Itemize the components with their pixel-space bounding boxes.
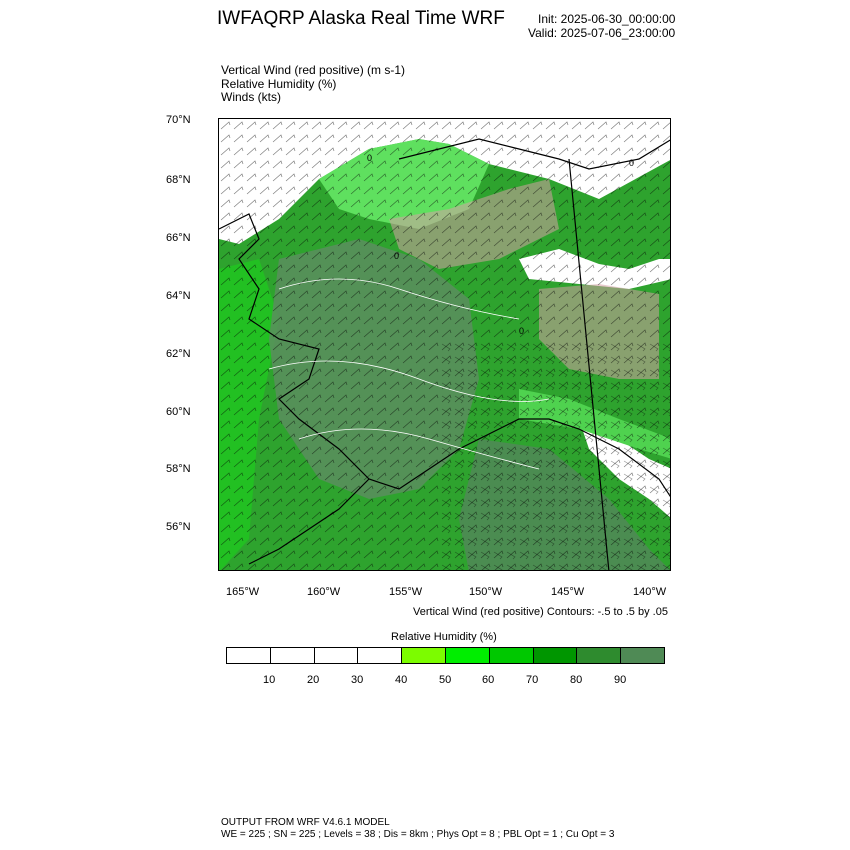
lat-label-64n: 64°N [166, 290, 191, 302]
colorbar-segment [490, 648, 534, 663]
contour-info: Vertical Wind (red positive) Contours: -.5 to .5 by .05 [413, 606, 668, 618]
colorbar-label: 50 [439, 674, 452, 686]
lon-label-155w: 155°W [389, 586, 423, 598]
field-label-winds: Winds (kts) [221, 90, 281, 104]
rh-colorbar [226, 647, 665, 664]
lat-label-68n: 68°N [166, 174, 191, 186]
contour-value-label: 0 [519, 326, 525, 336]
colorbar-label: 60 [482, 674, 495, 686]
lat-label-70n: 70°N [166, 114, 191, 126]
colorbar-segment [621, 648, 664, 663]
lon-label-140w: 140°W [633, 586, 667, 598]
lon-label-165w: 165°W [226, 586, 260, 598]
colorbar-segment [534, 648, 578, 663]
colorbar-label: 20 [307, 674, 320, 686]
plot-title: IWFAQRP Alaska Real Time WRF [217, 8, 505, 29]
colorbar-label: 90 [614, 674, 627, 686]
colorbar-label: 80 [570, 674, 583, 686]
field-label-vertical-wind: Vertical Wind (red positive) (m s-1) [221, 63, 406, 77]
map-graphic [219, 119, 671, 571]
lat-label-62n: 62°N [166, 348, 191, 360]
field-label-relative-humidity: Relative Humidity (%) [221, 77, 337, 91]
lon-label-150w: 150°W [469, 586, 503, 598]
lon-label-145w: 145°W [551, 586, 585, 598]
colorbar-segment [315, 648, 359, 663]
colorbar-segment [227, 648, 271, 663]
model-output-line: OUTPUT FROM WRF V4.6.1 MODEL [221, 817, 390, 828]
colorbar-title: Relative Humidity (%) [391, 631, 497, 643]
lat-label-60n: 60°N [166, 406, 191, 418]
colorbar-label: 40 [395, 674, 408, 686]
colorbar-segment [446, 648, 490, 663]
valid-time: Valid: 2025-07-06_23:00:00 [528, 26, 676, 40]
lat-label-56n: 56°N [166, 521, 191, 533]
colorbar-segment [402, 648, 446, 663]
wrf-map-panel [218, 118, 671, 571]
colorbar-label: 10 [263, 674, 276, 686]
lon-label-160w: 160°W [307, 586, 341, 598]
colorbar-segment [358, 648, 402, 663]
init-time: Init: 2025-06-30_00:00:00 [538, 12, 676, 26]
colorbar-segment [577, 648, 621, 663]
model-config-line: WE = 225 ; SN = 225 ; Levels = 38 ; Dis = 8km ; Phys Opt = 8 ; PBL Opt = 1 ; Cu Opt = 3 [221, 829, 615, 840]
wind-barbs-layer-southeast [439, 339, 671, 571]
contour-value-label: 0 [394, 251, 400, 261]
contour-value-label: 0 [629, 158, 635, 168]
lat-label-66n: 66°N [166, 232, 191, 244]
colorbar-label: 30 [351, 674, 364, 686]
contour-value-label: 0 [367, 153, 373, 163]
colorbar-label: 70 [526, 674, 539, 686]
lat-label-58n: 58°N [166, 463, 191, 475]
colorbar-segment [271, 648, 315, 663]
